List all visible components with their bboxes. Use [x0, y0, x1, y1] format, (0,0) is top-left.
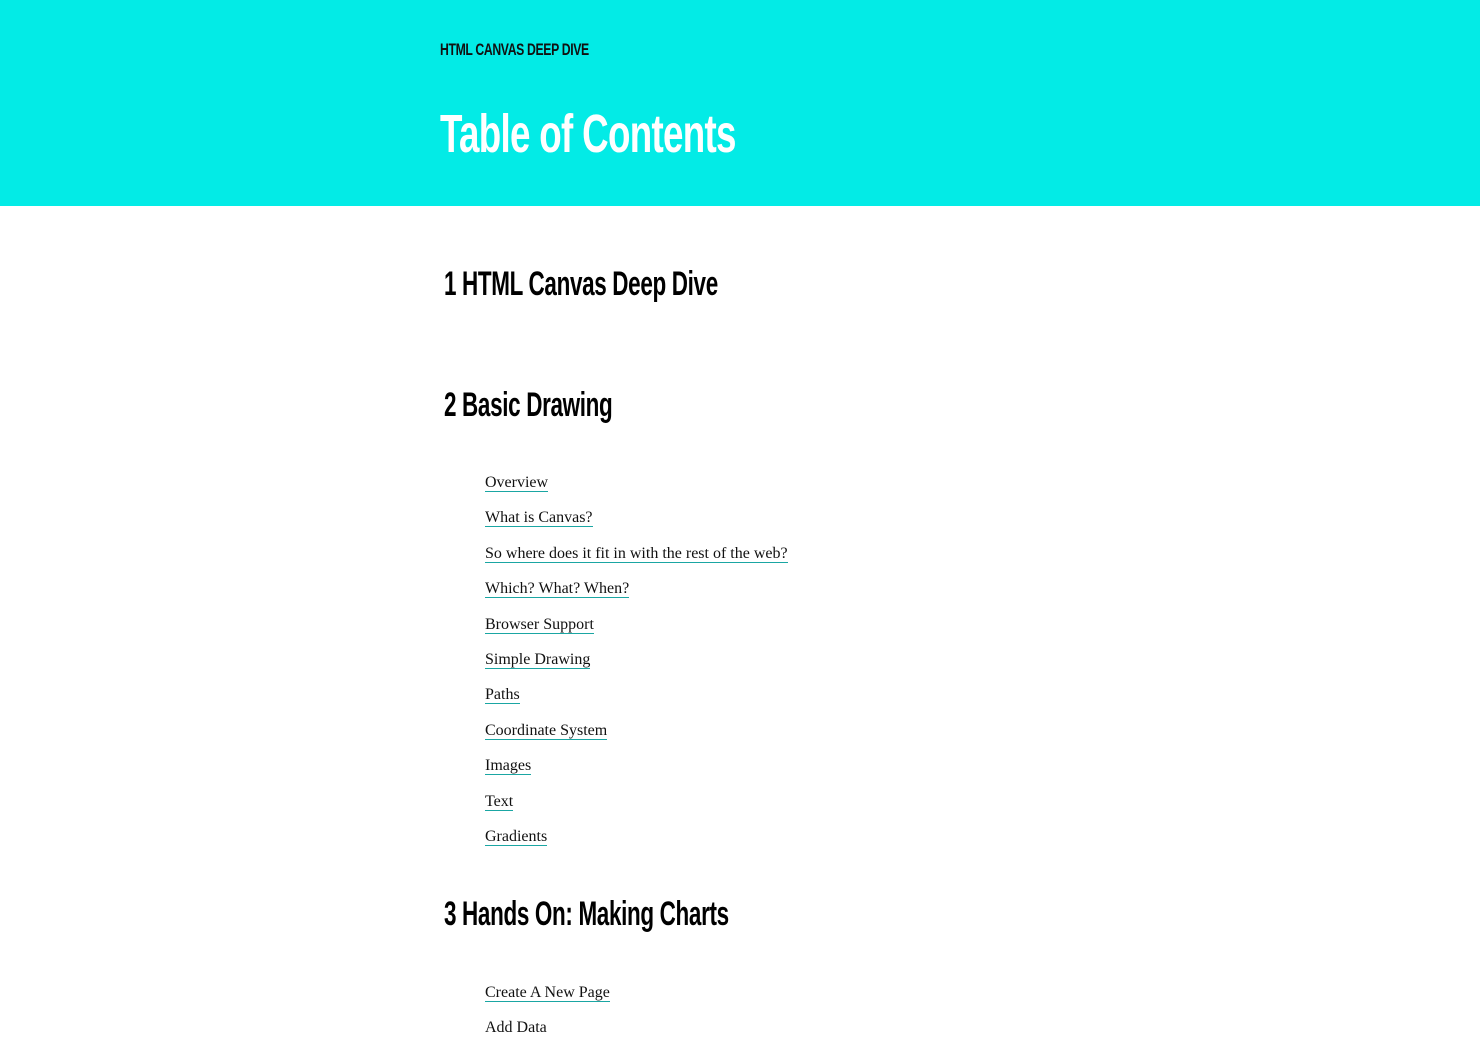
toc-link-add-data[interactable]: Add Data — [485, 1019, 547, 1037]
toc-link-text[interactable]: Text — [485, 792, 514, 810]
section-title-2: 2 Basic Drawing — [444, 386, 613, 424]
toc-link-simple-drawing[interactable]: Simple Drawing — [485, 650, 591, 668]
page-title: Table of Contents — [440, 104, 736, 164]
toc-link-where-does-it-fit[interactable]: So where does it fit in with the rest of the web? — [485, 544, 788, 562]
section-title-3: 3 Hands On: Making Charts — [444, 895, 729, 933]
list-item — [485, 614, 788, 649]
list-item — [485, 791, 788, 826]
toc-link-paths[interactable]: Paths — [485, 686, 520, 704]
toc-link-gradients[interactable]: Gradients — [485, 827, 548, 845]
page-header — [0, 0, 1480, 206]
toc-list-basic-drawing — [485, 472, 788, 861]
toc-link-which-what-when[interactable]: Which? What? When? — [485, 580, 630, 598]
section-title-1: 1 HTML Canvas Deep Dive — [444, 265, 718, 303]
list-item — [485, 649, 788, 684]
toc-link-images[interactable]: Images — [485, 757, 532, 775]
toc-link-create-new-page[interactable]: Create A New Page — [485, 984, 610, 1001]
list-item — [485, 755, 788, 790]
list-item — [485, 982, 610, 1017]
list-item — [485, 684, 788, 719]
site-title-link[interactable]: HTML CANVAS DEEP DIVE — [440, 40, 589, 59]
list-item — [485, 826, 788, 861]
list-item — [485, 578, 788, 613]
list-item — [485, 543, 788, 578]
list-item — [485, 1017, 610, 1052]
list-item — [485, 507, 788, 542]
toc-link-browser-support[interactable]: Browser Support — [485, 615, 594, 633]
list-item — [485, 472, 788, 507]
toc-list-making-charts — [485, 982, 610, 1053]
list-item — [485, 720, 788, 755]
toc-link-what-is-canvas[interactable]: What is Canvas? — [485, 509, 593, 527]
toc-link-coordinate-system[interactable]: Coordinate System — [485, 721, 608, 739]
toc-link-overview[interactable]: Overview — [485, 474, 549, 491]
